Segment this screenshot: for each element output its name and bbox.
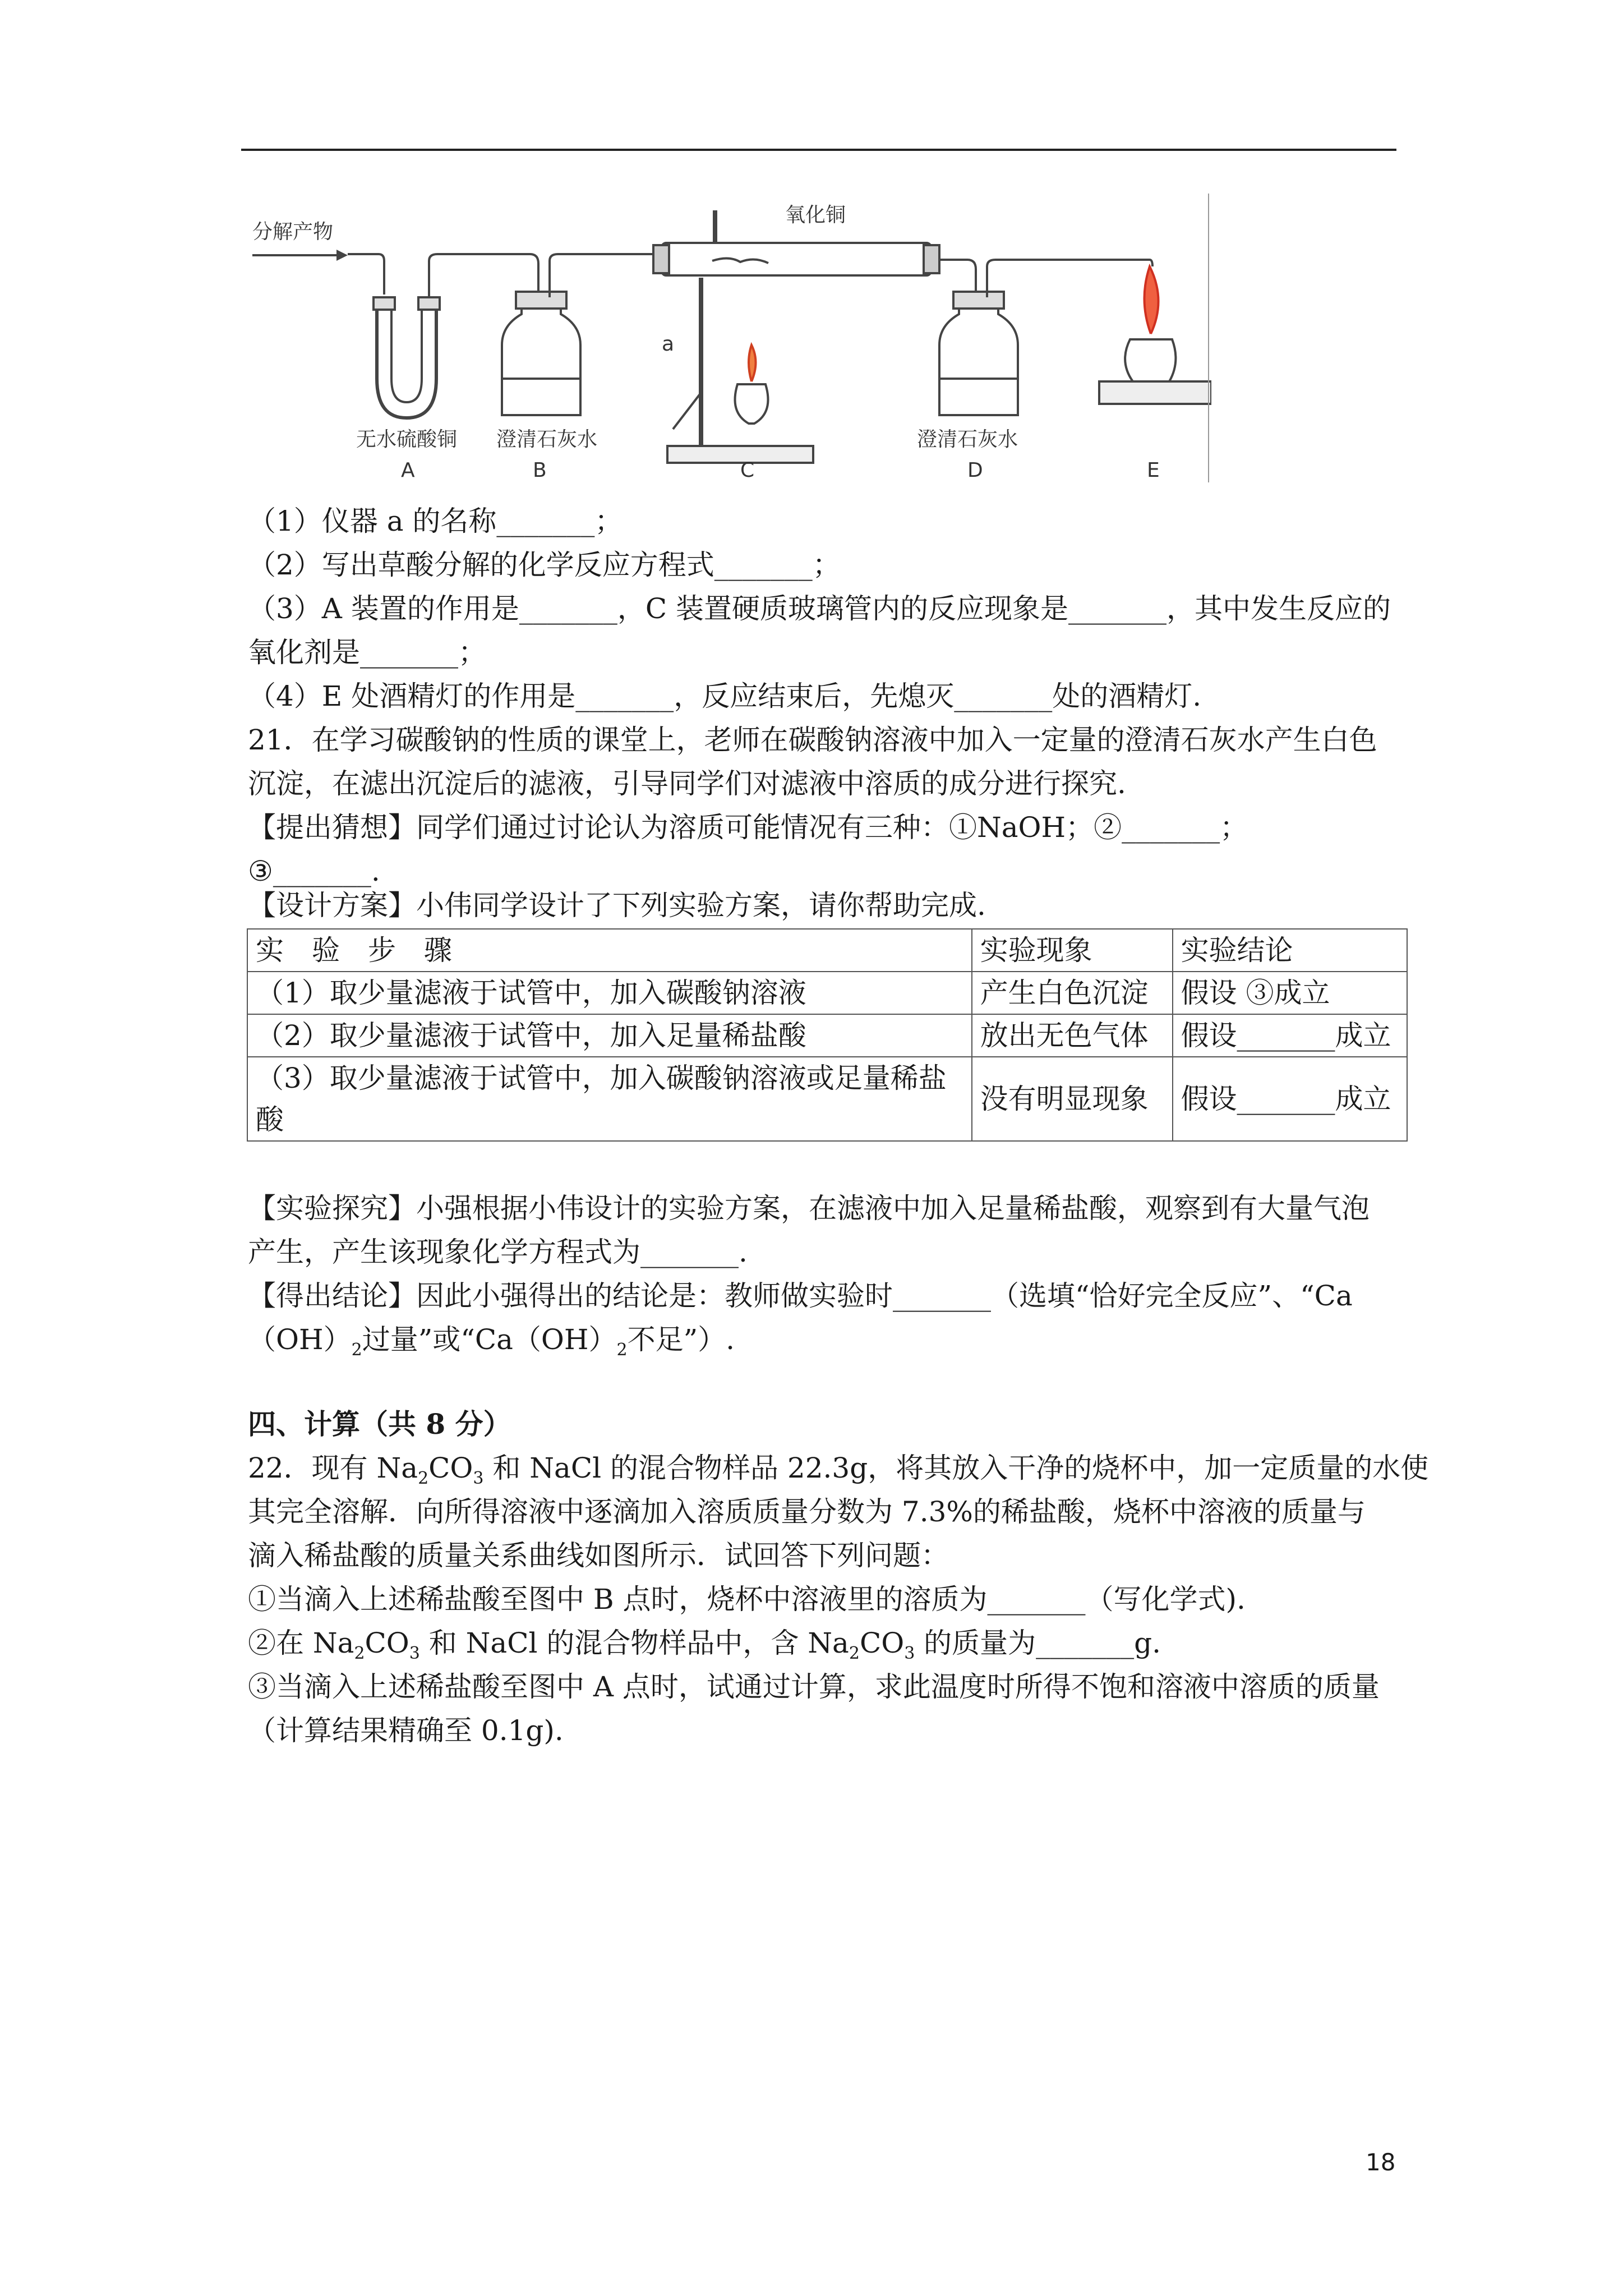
q22-subscript: 2	[849, 1644, 860, 1663]
q22-text-part: CO	[365, 1627, 409, 1659]
tube-cap-left	[653, 245, 669, 273]
q22-line-2: 其完全溶解．向所得溶液中逐滴加入溶质质量分数为 7.3%的稀盐酸，烧杯中溶液的质量与	[248, 1496, 1366, 1528]
letter-a: A	[401, 459, 415, 482]
label-d-reagent: 澄清石灰水	[917, 428, 1018, 451]
q22-subscript: 2	[418, 1469, 429, 1488]
page-number: 18	[1366, 2148, 1396, 2176]
u-tube-inner	[391, 306, 422, 402]
label-arrow: 分解产物	[252, 220, 334, 243]
q20-line-5: （4）E 处酒精灯的作用是_______，反应结束后，先熄灭_______处的酒精灯.	[248, 680, 1202, 712]
q21-conclusion-part: （OH）	[248, 1323, 352, 1356]
glass-tube-c	[662, 243, 931, 275]
q22-line-7: （计算结果精确至 0.1g).	[248, 1714, 564, 1747]
tube-cap-right	[924, 245, 939, 273]
header-conclusion: 实验结论	[1173, 929, 1407, 972]
letter-c: C	[740, 459, 755, 482]
q22-text-part: CO	[428, 1452, 473, 1484]
q22-subscript: 3	[409, 1644, 420, 1663]
q21-conclusion-part: 过量”或“Ca（OH）	[362, 1323, 617, 1356]
q20-line-4: 氧化剂是_______；	[248, 636, 486, 669]
q22-text-part: 22．现有 Na	[248, 1452, 418, 1484]
copper-oxide	[712, 258, 768, 263]
table-row	[247, 1057, 1407, 1141]
table-header-row	[247, 929, 1407, 972]
apparatus-diagram	[247, 194, 1211, 482]
q22-text-part: CO	[859, 1627, 905, 1659]
header-phenomenon: 实验现象	[972, 929, 1173, 972]
row1-conclusion: 假设 ③成立	[1173, 972, 1407, 1014]
section-heading: 四、计算（共 8 分）	[248, 1407, 511, 1441]
label-b-reagent: 澄清石灰水	[496, 428, 598, 451]
letter-b: B	[533, 459, 547, 482]
q21-line-1: 21．在学习碳酸钠的性质的课堂上，老师在碳酸钠溶液中加入一定量的澄清石灰水产生白色	[248, 724, 1377, 756]
letter-d: D	[967, 459, 983, 482]
stopper-left	[374, 297, 395, 310]
row1-step: （1）取少量滤液于试管中，加入碳酸钠溶液	[247, 972, 972, 1014]
q20-line-3: （3）A 装置的作用是_______，C 装置硬质玻璃管内的反应现象是_______，其中发生反应的	[248, 592, 1391, 625]
q21-explore-1: 【实验探究】小强根据小伟设计的实验方案，在滤液中加入足量稀盐酸，观察到有大量气泡	[248, 1192, 1370, 1225]
label-a-leader	[673, 393, 701, 429]
q22-subscript: 3	[473, 1469, 484, 1488]
pipe-c-d	[939, 260, 976, 295]
header-rule	[241, 149, 1396, 151]
bottle-d	[939, 300, 1018, 415]
q21-subscript: 2	[351, 1340, 362, 1360]
q21-hypothesis: 【提出猜想】同学们通过讨论认为溶质可能情况有三种：①NaOH；②_______；	[248, 811, 1248, 844]
row2-phenomenon: 放出无色气体	[972, 1014, 1173, 1057]
q21-explore-2: 产生，产生该现象化学方程式为_______.	[248, 1236, 748, 1268]
flame-e	[1144, 266, 1158, 334]
bottle-b-stopper	[516, 292, 566, 309]
q21-conclusion-2	[248, 1318, 735, 1372]
arrow-head	[336, 250, 348, 261]
inlet-pipe	[348, 254, 384, 295]
row3-conclusion: 假设_______成立	[1173, 1057, 1407, 1141]
table-row	[247, 1014, 1407, 1057]
bottle-b	[502, 300, 580, 415]
q21-conclusion-part: 不足”）.	[627, 1323, 735, 1356]
label-a-reagent: 无水硫酸铜	[356, 428, 458, 451]
lamp-e	[1125, 339, 1175, 381]
q21-hypothesis-3: ③_______.	[248, 855, 380, 887]
row3-step: （3）取少量滤液于试管中，加入碳酸钠溶液或足量稀盐酸	[247, 1057, 972, 1141]
lamp-c	[735, 384, 768, 424]
q22-subscript: 3	[904, 1644, 915, 1663]
q21-design: 【设计方案】小伟同学设计了下列实验方案，请你帮助完成.	[248, 889, 986, 922]
row3-phenomenon: 没有明显现象	[972, 1057, 1173, 1141]
q22-line-6: ③当滴入上述稀盐酸至图中 A 点时，试通过计算，求此温度时所得不饱和溶液中溶质的质量	[248, 1671, 1380, 1703]
q22-line-3: 滴入稀盐酸的质量关系曲线如图所示．试回答下列问题：	[248, 1539, 949, 1572]
q22-text-part: ②在 Na	[248, 1627, 354, 1659]
letter-e: E	[1147, 459, 1160, 482]
lamp-e-base	[1099, 381, 1211, 404]
bottle-d-stopper	[953, 292, 1004, 309]
q22-line-4: ①当滴入上述稀盐酸至图中 B 点时，烧杯中溶液里的溶质为_______（写化学式).	[248, 1583, 1246, 1616]
table-row	[247, 972, 1407, 1014]
row2-conclusion: 假设_______成立	[1173, 1014, 1407, 1057]
stopper-right	[418, 297, 440, 310]
row2-step: （2）取少量滤液于试管中，加入足量稀盐酸	[247, 1014, 972, 1057]
q21-conclusion-1: 【得出结论】因此小强得出的结论是：教师做实验时_______（选填“恰好完全反应”、“Ca	[248, 1280, 1353, 1312]
row1-phenomenon: 产生白色沉淀	[972, 972, 1173, 1014]
q22-text-part: 和 NaCl 的混合物样品中，含 Na	[419, 1627, 849, 1659]
q20-line-1: （1）仪器 a 的名称_______；	[248, 505, 623, 537]
q22-subscript: 2	[354, 1644, 365, 1663]
q22-text-part: 的质量为_______g.	[915, 1627, 1161, 1659]
label-copper-oxide: 氧化铜	[785, 204, 846, 227]
q21-subscript: 2	[616, 1340, 628, 1360]
flame-c	[749, 345, 756, 381]
q20-line-2: （2）写出草酸分解的化学反应方程式_______；	[248, 549, 841, 581]
pipe-d-e	[987, 260, 1152, 297]
label-a: a	[662, 333, 675, 356]
q21-line-2: 沉淀，在滤出沉淀后的滤液，引导同学们对滤液中溶质的成分进行探究.	[248, 767, 1126, 800]
header-steps: 实 验 步 骤	[247, 929, 972, 972]
q22-text-part: 和 NaCl 的混合物样品 22.3g，将其放入干净的烧杯中，加一定质量的水使	[483, 1452, 1429, 1484]
experiment-table	[247, 928, 1408, 1142]
